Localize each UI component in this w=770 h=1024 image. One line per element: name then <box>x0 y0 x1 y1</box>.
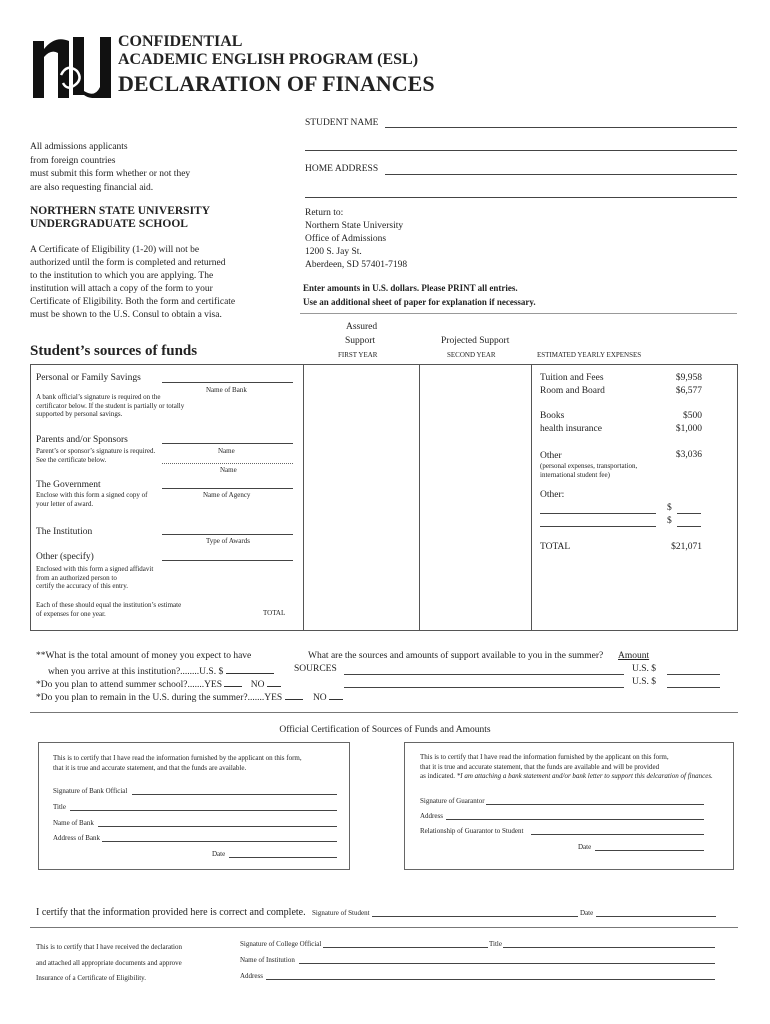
paragraph-line: A Certificate of Eligibility (1-20) will not be <box>30 245 200 255</box>
bank-official-signature-label: Signature of Bank Official <box>53 787 128 795</box>
parents-note <box>36 447 155 464</box>
expense-label-other: Other <box>540 451 562 461</box>
awards-caption: Type of Awards <box>206 537 250 545</box>
note-line: Enclose with this form a signed copy of <box>36 491 148 499</box>
bank-name-label: Name of Bank <box>53 819 94 827</box>
note-line: See the certificate below. <box>36 455 107 464</box>
other-expense-desc-2[interactable] <box>540 526 656 527</box>
note-line: Enclosed with this form a signed affidavit <box>36 565 154 573</box>
other-dollar-1: $ <box>667 503 672 513</box>
remain-no-field[interactable] <box>329 690 343 700</box>
note-line: certificator below. If the student is partially or totally <box>36 401 185 410</box>
school-heading <box>30 205 210 231</box>
estimate-note <box>36 601 181 618</box>
expense-label-tuition: Tuition and Fees <box>540 373 604 383</box>
certification-title: Official Certification of Sources of Funds and Amounts <box>279 725 491 735</box>
return-line: Aberdeen, SD 57401-7198 <box>305 260 408 270</box>
expenses-total-label: TOTAL <box>540 542 571 552</box>
other-expense-note <box>540 462 637 479</box>
note-line: your letter of award. <box>36 499 94 508</box>
guarantor-relationship-label: Relationship of Guarantor to Student <box>420 827 524 835</box>
awards-field[interactable] <box>162 534 293 535</box>
expense-amount-other: $3,036 <box>675 450 702 460</box>
eligibility-paragraph <box>30 244 235 322</box>
return-line: Return to: <box>305 208 344 218</box>
certify-statement: I certify that the information provided here is correct and complete. <box>36 907 306 918</box>
government-note <box>36 491 147 508</box>
college-line: Insurance of a Certificate of Eligibility. <box>36 974 146 982</box>
sponsor-name-field-1[interactable] <box>162 443 293 444</box>
institution-name-field[interactable] <box>299 963 715 964</box>
institution-title: The Institution <box>36 527 93 537</box>
sponsor-name-caption-1: Name <box>218 447 235 455</box>
other-specify-title: Other (specify) <box>36 552 94 562</box>
summer-school-yes-field[interactable] <box>224 677 242 687</box>
college-line: and attached all appropriate documents and approve <box>36 958 182 967</box>
return-line: Northern State University <box>305 221 404 231</box>
assured-label: Assured <box>346 322 378 332</box>
government-title: The Government <box>36 480 101 490</box>
summer-school-no-label: NO <box>250 680 265 690</box>
bank-title-label: Title <box>53 803 66 811</box>
remain-yes-label: *Do you plan to remain in the U.S. during the summer?.......YES <box>36 693 283 703</box>
support-label: Support <box>345 336 376 346</box>
expense-label-room: Room and Board <box>540 386 605 396</box>
expense-amount-books: $500 <box>683 411 702 421</box>
paragraph-line: authorized until the form is completed and returned <box>30 258 226 268</box>
other-note <box>36 565 153 591</box>
student-signature-field[interactable] <box>372 916 578 917</box>
note-line: Each of these should equal the institution’s estimate <box>36 601 182 609</box>
cert-line: This is to certify that I have read the information furnished by the applicant on this form, <box>53 754 302 762</box>
cert-line <box>420 772 713 782</box>
bank-certification-text <box>53 753 302 773</box>
summer-amount-field-2[interactable] <box>667 687 720 688</box>
cert-attachment-note: *I am attaching a bank statement and/or bank letter to support this delcaration of finances. <box>456 772 713 780</box>
college-title-field[interactable] <box>503 947 715 948</box>
intro-line: must submit this form whether or not they <box>30 169 191 179</box>
expense-amount-room: $6,577 <box>675 386 702 396</box>
page-title: DECLARATION OF FINANCES <box>118 71 435 96</box>
return-line: Office of Admissions <box>305 234 387 244</box>
other-expense-amount-2[interactable] <box>677 526 701 527</box>
nsu-logo <box>33 35 111 98</box>
college-statement <box>36 940 182 987</box>
college-official-signature-field[interactable] <box>323 947 488 948</box>
remain-yes-field[interactable] <box>285 690 303 700</box>
col-divider-1 <box>303 364 304 631</box>
note-line: A bank official’s signature is required on the <box>36 393 161 401</box>
expense-label-books: Books <box>540 411 565 421</box>
school-division: UNDERGRADUATE SCHOOL <box>30 218 188 230</box>
college-title-label: Title <box>489 940 502 948</box>
arrival-label: when you arrive at this institution?........U.S. $ <box>48 667 224 677</box>
expense-amount-tuition: $9,958 <box>675 373 702 383</box>
us-dollar-label-1: U.S. $ <box>632 664 657 674</box>
other-expenses-label: Other: <box>540 490 565 500</box>
paragraph-line: Certificate of Eligibility. Both the form and certificate <box>30 297 236 307</box>
college-address-field[interactable] <box>266 979 715 980</box>
note-line: certify the accuracy of this entry. <box>36 582 129 590</box>
personal-savings-title: Personal or Family Savings <box>36 373 141 383</box>
summer-amount-field-1[interactable] <box>667 674 720 675</box>
note-line: from an authorized person to <box>36 573 117 582</box>
college-address-label: Address <box>240 972 263 980</box>
question-total-money: **What is the total amount of money you expect to have <box>36 651 252 661</box>
home-address-line2[interactable] <box>305 197 737 198</box>
note-line: supported by personal savings. <box>36 410 123 418</box>
instructions-line1: Enter amounts in U.S. dollars. Please PRINT all entries. <box>303 283 518 293</box>
header-confidential: CONFIDENTIAL <box>118 33 243 50</box>
student-name-field[interactable] <box>385 127 737 128</box>
expense-amount-insurance: $1,000 <box>675 424 702 434</box>
guarantor-signature-label: Signature of Guarantor <box>420 797 485 805</box>
bank-name-field[interactable] <box>162 382 293 383</box>
guarantor-date-field[interactable] <box>595 850 704 851</box>
bank-official-signature-field[interactable] <box>132 794 337 795</box>
intro-text <box>30 141 190 195</box>
expenses-total-amount: $21,071 <box>671 542 702 552</box>
summer-source-field-1[interactable] <box>344 674 624 675</box>
paragraph-line: must be shown to the U.S. Consul to obtain a visa. <box>30 310 222 320</box>
bank-date-label: Date <box>212 850 226 858</box>
student-date-label: Date <box>580 909 594 917</box>
return-address <box>305 207 407 272</box>
personal-note <box>36 393 184 419</box>
sources-label: SOURCES <box>294 664 337 674</box>
sponsor-name-field-2[interactable] <box>162 463 293 464</box>
question-summer-school <box>36 677 281 690</box>
cert-line: that it is true and accurate statement, and that the funds are available. <box>53 764 247 772</box>
summer-source-field-2[interactable] <box>344 687 624 688</box>
expenses-header: ESTIMATED YEARLY EXPENSES <box>537 351 642 359</box>
cert-line: This is to certify that I have read the information furnished by the applicant on this form, <box>420 753 669 761</box>
col-divider-3 <box>531 364 532 631</box>
other-dollar-2: $ <box>667 516 672 526</box>
guarantor-date-label: Date <box>578 843 592 851</box>
first-year-header: FIRST YEAR <box>338 351 378 359</box>
bank-address-field[interactable] <box>102 841 337 842</box>
student-name-label: STUDENT NAME <box>305 118 379 128</box>
other-specify-field[interactable] <box>162 560 293 561</box>
home-address-label: HOME ADDRESS <box>305 164 379 174</box>
parents-sponsors-title: Parents and/or Sponsors <box>36 435 128 445</box>
student-name-line2[interactable] <box>305 150 737 151</box>
instructions-line2: Use an additional sheet of paper for explanation if necessary. <box>303 297 536 307</box>
guarantor-signature-field[interactable] <box>486 804 704 805</box>
note-line: (personal expenses, transportation, <box>540 462 638 470</box>
other-expense-amount-1[interactable] <box>677 513 701 514</box>
bank-date-field[interactable] <box>229 857 337 858</box>
remain-no-label: NO <box>312 693 327 703</box>
agency-name-field[interactable] <box>162 488 293 489</box>
college-line: This is to certify that I have received the declaration <box>36 943 182 951</box>
summer-school-no-field[interactable] <box>267 677 281 687</box>
intro-line: from foreign countries <box>30 155 116 166</box>
arrival-amount-field[interactable] <box>226 664 274 674</box>
bank-title-field[interactable] <box>70 810 337 811</box>
student-signature-label: Signature of Student <box>312 909 370 917</box>
guarantor-certification-text <box>420 753 713 782</box>
return-line: 1200 S. Jay St. <box>305 247 362 257</box>
summer-support-question: What are the sources and amounts of support available to you in the summer? <box>308 651 604 661</box>
footer-divider <box>30 927 738 928</box>
college-official-signature-label: Signature of College Official <box>240 940 322 948</box>
divider <box>300 313 737 314</box>
question-remain-us <box>36 690 343 703</box>
agency-caption: Name of Agency <box>203 491 251 499</box>
section-divider <box>30 712 738 713</box>
paragraph-line: to the institution to which you are applying. The <box>30 271 214 281</box>
school-name: NORTHERN STATE UNIVERSITY <box>30 205 211 217</box>
sources-total-label: TOTAL <box>263 609 286 617</box>
second-year-header: SECOND YEAR <box>447 351 496 359</box>
intro-line: All admissions applicants <box>30 142 128 152</box>
note-line: of expenses for one year. <box>36 609 106 618</box>
other-expense-desc-1[interactable] <box>540 513 656 514</box>
amount-header: Amount <box>618 651 650 661</box>
student-date-field[interactable] <box>596 916 716 917</box>
note-line: Parent’s or sponsor’s signature is required. <box>36 447 156 455</box>
question-arrival <box>48 664 274 677</box>
cert-as-indicated: as indicated. <box>420 772 455 780</box>
home-address-field[interactable] <box>385 174 737 175</box>
sponsor-name-caption-2: Name <box>220 466 237 474</box>
intro-line: are also requesting financial aid. <box>30 182 154 193</box>
guarantor-address-field[interactable] <box>446 819 704 820</box>
bank-address-label: Address of Bank <box>53 834 101 842</box>
guarantor-relationship-field[interactable] <box>531 834 704 835</box>
bank-name-caption: Name of Bank <box>206 386 247 394</box>
header-program: ACADEMIC ENGLISH PROGRAM (ESL) <box>118 51 419 68</box>
guarantor-address-label: Address <box>420 812 443 820</box>
institution-name-label: Name of Institution <box>240 956 295 964</box>
us-dollar-label-2: U.S. $ <box>632 677 657 687</box>
projected-support-label: Projected Support <box>441 336 510 346</box>
cert-line: that it is true and accurate statement, that the funds are available and will be provided <box>420 762 660 771</box>
expense-label-insurance: health insurance <box>540 424 602 434</box>
note-line: international student fee) <box>540 470 610 479</box>
bank-name-cert-field[interactable] <box>98 826 337 827</box>
col-divider-2 <box>419 364 420 631</box>
summer-school-yes-label: *Do you plan to attend summer school?.......YES <box>36 680 223 690</box>
paragraph-line: institution will attach a copy of the form to your <box>30 284 213 294</box>
sources-heading: Student’s sources of funds <box>30 343 198 359</box>
